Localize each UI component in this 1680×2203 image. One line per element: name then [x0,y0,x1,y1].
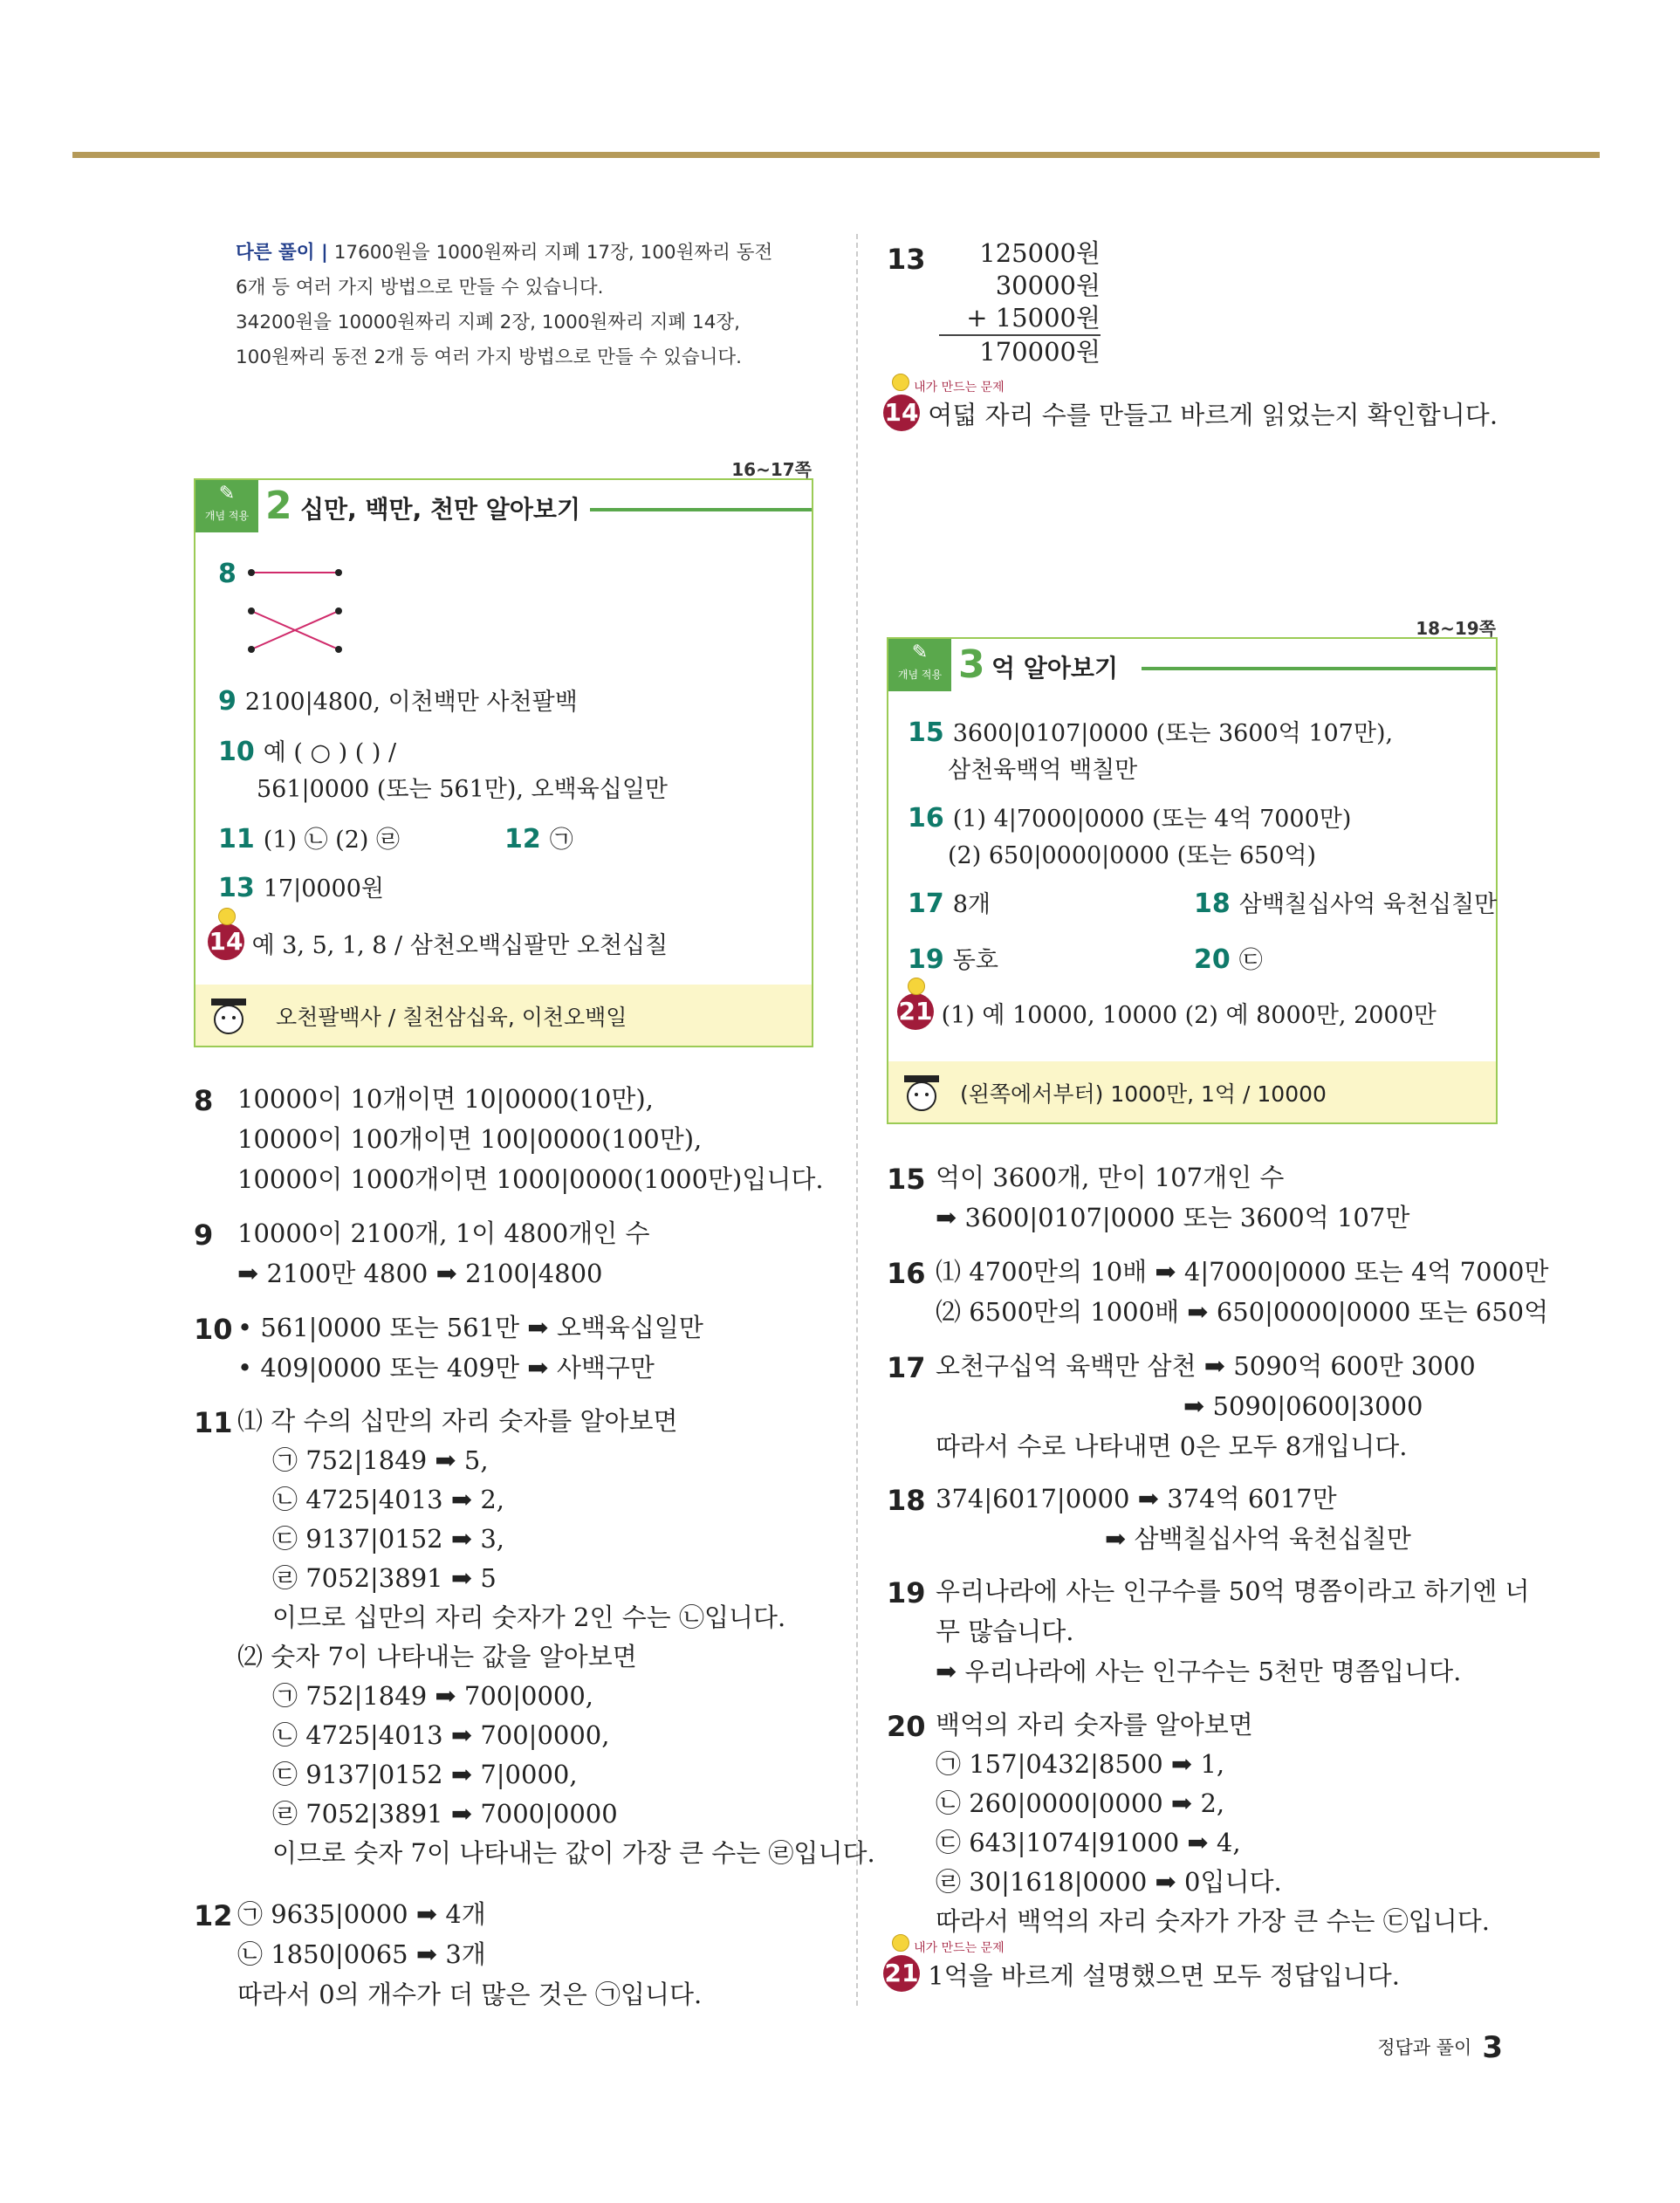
q17-text: 8개 [952,891,991,918]
section3-tag-label: 개념 적용 [897,669,943,681]
q17-answer [908,885,991,919]
smiley-icon [218,908,236,925]
solution-number: 9 [194,1218,214,1252]
solution-number: 18 [887,1484,926,1517]
page-footer-label: 정답과 풀이 [1377,2037,1472,2058]
q16-answer [908,800,1351,834]
q19-number: 19 [908,944,944,975]
section3-pages: 18~19쪽 [1416,618,1496,639]
addition-line: 30000원 [995,271,1101,300]
solution-line: 따라서 0의 개수가 더 많은 것은 ㉠입니다. [237,1980,703,2009]
solution-line: ➡ 5090|0600|3000 [1183,1391,1423,1421]
q15-line2: 삼천육백억 백칠만 [948,757,1138,784]
solution-line: ㉠ 752|1849 ➡ 5, [272,1445,489,1475]
solution-line: 따라서 수로 나타내면 0은 모두 8개입니다. [936,1431,1408,1461]
q13-number: 13 [887,243,926,276]
solution-line: 오천구십억 육백만 삼천 ➡ 5090억 600만 3000 [936,1351,1476,1381]
q9-text: 2100|4800, 이천백만 사천팔백 [244,689,578,716]
q11-text: (1) ㉡ (2) ㉣ [263,827,400,854]
smiley-icon [892,374,909,391]
solution-line: ➡ 3600|0107|0000 또는 3600억 107만 [936,1203,1410,1232]
solution-line: 억이 3600개, 만이 107개인 수 [936,1163,1285,1192]
q18-answer [1194,885,1497,919]
pen-icon: ✎ [218,483,236,504]
q15-answer [908,714,1393,748]
section3-rule [1142,667,1496,670]
q19-answer [908,941,998,975]
solution-line: 10000이 2100개, 1이 4800개인 수 [237,1218,650,1248]
q17-number: 17 [908,889,944,919]
section2-pages: 16~17쪽 [731,459,812,480]
solution-line: ㉡ 4725|4013 ➡ 700|0000, [272,1720,610,1750]
alt-line: 17600원을 1000원짜리 지폐 17장, 100원짜리 동전 [333,242,773,264]
solution-15 [887,1157,1409,1238]
q10-answer [218,733,396,767]
solution-12 [194,1894,702,2014]
solution-line: ㉡ 260|0000|0000 ➡ 2, [936,1788,1225,1818]
q16-number: 16 [908,803,944,834]
solution-line: ㉣ 30|1618|0000 ➡ 0입니다. [936,1867,1282,1897]
q11-number: 11 [218,824,255,854]
solution-line: 10000이 100개이면 100|0000(100만), [237,1124,703,1154]
solution-line: ➡ 우리나라에 사는 인구수는 5천만 명쯤입니다. [936,1657,1462,1686]
q13-answer [218,869,384,903]
section2-tag [195,480,258,532]
solution-number: 15 [887,1163,926,1196]
page-number: 3 [1482,2030,1503,2065]
q14-text: 여덟 자리 수를 만들고 바르게 읽었는지 확인합니다. [928,400,1498,430]
q20-number: 20 [1194,944,1231,975]
alt-line: 100원짜리 동전 2개 등 여러 가지 방법으로 만들 수 있습니다. [236,347,742,368]
solution-17 [887,1346,1476,1466]
q18-text: 삼백칠십사억 육천십칠만 [1238,891,1498,918]
q9-number: 9 [218,686,237,717]
addition-line: 125000원 [979,238,1101,268]
solution-number: 17 [887,1351,926,1384]
solution-line: ㉢ 9137|0152 ➡ 7|0000, [272,1760,578,1789]
q18-number: 18 [1194,889,1231,919]
solution-18 [887,1479,1411,1559]
solution-8 [194,1079,824,1199]
solution-number: 10 [194,1313,233,1346]
my-problem-label: 내가 만드는 문제 [914,381,1005,395]
solution-line: ㉠ 9635|0000 ➡ 4개 [237,1899,486,1929]
q14-answer [208,911,668,960]
solution-line: • 409|0000 또는 409만 ➡ 사백구만 [237,1353,655,1383]
solution-line: ㉠ 752|1849 ➡ 700|0000, [272,1681,594,1711]
q10-line2: 561|0000 (또는 561만), 오백육십일만 [257,776,669,803]
solution-line: 따라서 백억의 자리 숫자가 가장 큰 수는 ㉢입니다. [936,1906,1491,1936]
section2-title: 십만, 백만, 천만 알아보기 [300,495,580,524]
section3-footer-text: (왼쪽에서부터) 1000만, 1억 / 10000 [960,1081,1327,1107]
solution-line: ㉢ 9137|0152 ➡ 3, [272,1524,504,1554]
solution-line: ⑴ 각 수의 십만의 자리 숫자를 알아보면 [237,1406,678,1436]
q11-answer [218,820,400,854]
solution-line: 10000이 1000개이면 1000|0000(1000만)입니다. [237,1164,824,1194]
solution-11 [194,1402,875,1873]
section3-box [887,618,1498,1124]
smiley-icon [892,1934,909,1952]
solution-line: 우리나라에 사는 인구수를 50억 명쯤이라고 하기엔 너 [936,1576,1530,1606]
solution-line: ㉡ 4725|4013 ➡ 2, [272,1485,504,1514]
q20-text: ㉢ [1238,947,1263,974]
section2-footer-text: 오천팔백사 / 칠천삼십육, 이천오백일 [276,1005,627,1030]
q19-text: 동호 [952,947,998,974]
q16-line2: (2) 650|0000|0000 (또는 650억) [948,842,1316,869]
q12-number: 12 [504,824,541,854]
solution-number: 11 [194,1406,233,1439]
section3-title: 억 알아보기 [991,654,1118,683]
solution-line: 374|6017|0000 ➡ 374억 6017만 [936,1484,1337,1513]
section2-rule [590,508,812,511]
section2-box [194,459,813,1047]
solution-line: 무 많습니다. [936,1616,1074,1646]
q10-line1: 예 ( ○ ) ( ) / [263,739,397,766]
alt-solution-label: 다른 풀이 | [236,242,328,264]
addition-line: + 15000원 [939,302,1101,336]
q8-number: 8 [218,559,237,589]
solution-line: 백억의 자리 숫자를 알아보면 [936,1710,1253,1740]
solution-number: 19 [887,1576,926,1609]
section3-tag [888,639,951,691]
solution-number: 8 [194,1084,214,1117]
alt-line: 34200원을 10000원짜리 지폐 2장, 1000원짜리 지폐 14장, [236,312,740,333]
section2-tag-label: 개념 적용 [204,510,250,522]
solution-line: ㉡ 1850|0065 ➡ 3개 [237,1939,486,1969]
section3-number: 3 [958,642,985,687]
section2-number: 2 [265,484,292,528]
q14-badge: 14 [208,923,244,960]
solution-line: ㉣ 7052|3891 ➡ 7000|0000 [272,1799,618,1829]
q15-line1: 3600|0107|0000 (또는 3600억 107만), [952,720,1394,747]
section3-footer [888,1061,1496,1122]
q21-text: 1억을 바르게 설명했으면 모두 정답입니다. [928,1960,1400,1991]
solution-line: • 561|0000 또는 561만 ➡ 오백육십일만 [237,1313,703,1342]
my-problem-label: 내가 만드는 문제 [914,1941,1005,1955]
alt-solution [236,236,812,375]
smiley-icon [908,978,925,995]
page-footer [1377,2030,1503,2065]
q12-text: ㉠ [549,827,573,854]
q13-text: 17|0000원 [263,875,384,902]
solution-10 [194,1307,703,1388]
solution-line: ➡ 삼백칠십사억 육천십칠만 [1105,1524,1411,1554]
professor-icon [206,993,253,1033]
solution-line: ⑵ 숫자 7이 나타내는 값을 알아보면 [237,1642,637,1671]
section2-footer [195,985,812,1046]
q8-matching-lines [239,560,344,656]
pen-icon: ✎ [911,642,929,663]
q16-line1: (1) 4|7000|0000 (또는 4억 7000만) [952,806,1352,833]
q14-badge: 14 [883,395,920,431]
q20-answer [1194,941,1263,975]
alt-line: 6개 등 여러 가지 방법으로 만들 수 있습니다. [236,277,604,299]
top-rule [72,152,1600,158]
solution-line: 이므로 숫자 7이 나타내는 값이 가장 큰 수는 ㉣입니다. [272,1838,875,1868]
q21-badge: 21 [897,993,934,1030]
solution-line: ⑴ 4700만의 10배 ➡ 4|7000|0000 또는 4억 7000만 [936,1257,1549,1287]
q9-answer [218,683,578,717]
q12-answer [504,820,573,854]
solution-line: ㉢ 643|1074|91000 ➡ 4, [936,1828,1241,1857]
q21-answer [897,981,1437,1030]
solution-line: ㉣ 7052|3891 ➡ 5 [272,1563,497,1593]
q21-text: (1) 예 10000, 10000 (2) 예 8000만, 2000만 [941,1002,1437,1029]
addition-line: 170000원 [979,337,1101,367]
solution-line: 이므로 십만의 자리 숫자가 2인 수는 ㉡입니다. [272,1602,786,1632]
solution-20 [887,1705,1490,1941]
professor-icon [899,1070,946,1110]
solution-19 [887,1571,1530,1692]
solution-number: 12 [194,1899,233,1932]
q15-number: 15 [908,717,944,748]
solution-line: 10000이 10개이면 10|0000(10만), [237,1084,654,1114]
solution-number: 20 [887,1710,926,1743]
q10-number: 10 [218,737,255,767]
solution-line: ➡ 2100만 4800 ➡ 2100|4800 [237,1259,603,1288]
solution-9 [194,1213,650,1294]
solution-16 [887,1252,1548,1332]
solution-line: ㉠ 157|0432|8500 ➡ 1, [936,1749,1225,1779]
solution-line: ⑵ 6500만의 1000배 ➡ 650|0000|0000 또는 650억 [936,1297,1549,1327]
q21-badge: 21 [883,1955,920,1992]
q13-number: 13 [218,873,255,903]
solution-number: 16 [887,1257,926,1290]
q14-text: 예 3, 5, 1, 8 / 삼천오백십팔만 오천십칠 [251,932,669,959]
